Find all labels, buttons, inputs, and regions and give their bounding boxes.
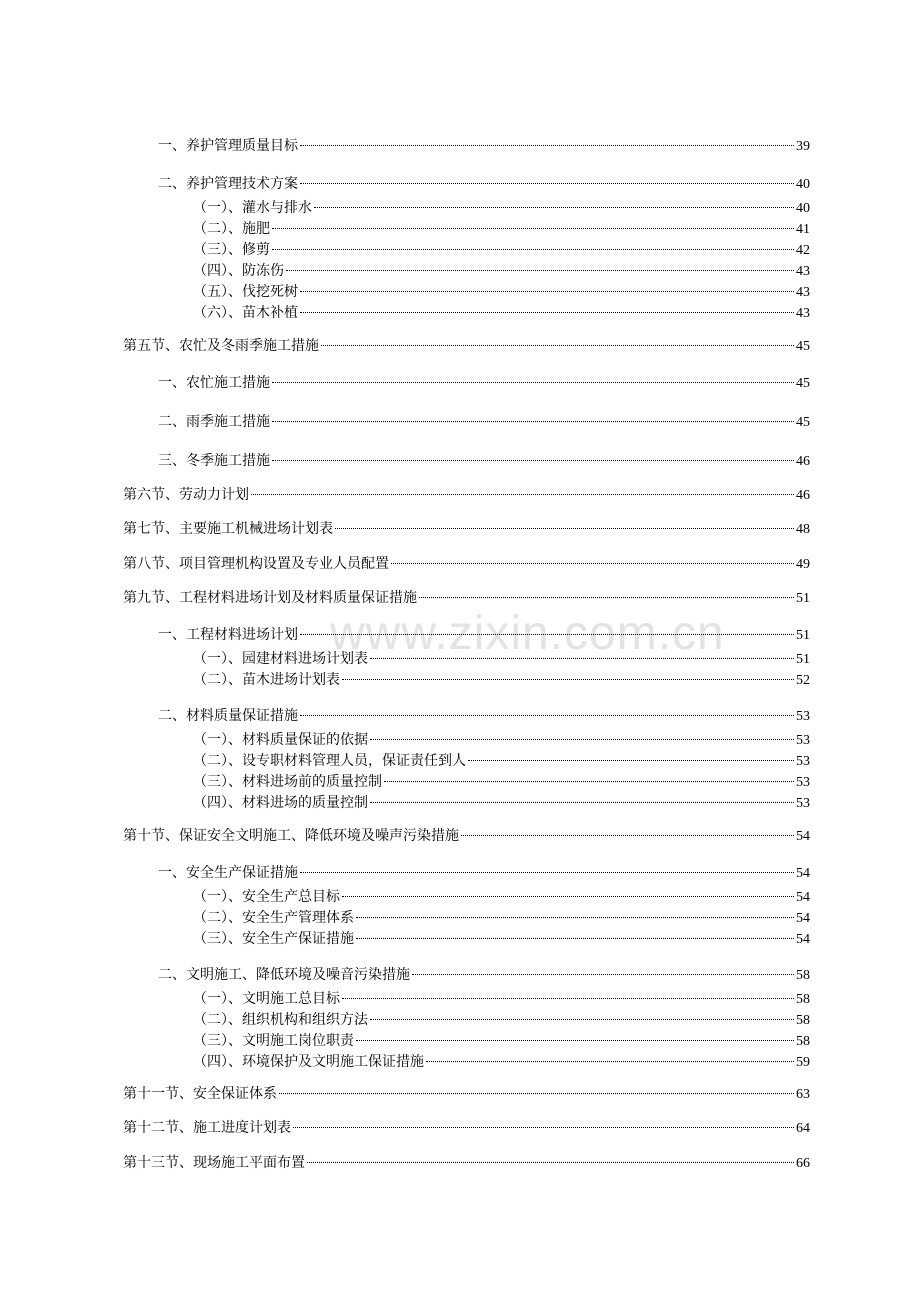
dot-leader (272, 248, 794, 250)
toc-entry-page: 40 (796, 177, 810, 192)
toc-entry-page: 54 (796, 890, 810, 905)
toc-entry[interactable] (158, 136, 810, 156)
dot-leader (412, 973, 794, 975)
toc-entry[interactable] (193, 219, 810, 239)
toc-entry[interactable] (193, 649, 810, 669)
toc-entry-title: （二）、施肥 (193, 221, 270, 237)
dot-leader (300, 311, 794, 313)
dot-leader (314, 206, 794, 208)
dot-leader (384, 780, 794, 782)
toc-entry-page: 58 (796, 968, 810, 983)
toc-entry-page: 54 (796, 911, 810, 926)
toc-entry-page: 53 (796, 733, 810, 748)
dot-leader (370, 657, 794, 659)
toc-entry[interactable] (158, 863, 810, 883)
toc-entry-title: （一）、灌水与排水 (193, 200, 312, 216)
toc-entry-title: 第六节、劳动力计划 (123, 487, 249, 503)
toc-entry-title: （五）、伐挖死树 (193, 284, 298, 300)
toc-entry-page: 52 (796, 673, 810, 688)
dot-leader (356, 937, 794, 939)
toc-entry-page: 51 (796, 591, 810, 606)
toc-entry-title: （四）、防冻伤 (193, 263, 284, 279)
toc-entry[interactable] (193, 793, 810, 813)
dot-leader (300, 290, 794, 292)
toc-entry-title: 二、雨季施工措施 (158, 414, 270, 430)
toc-entry-title: （一）、文明施工总目标 (193, 991, 340, 1007)
toc-entry[interactable] (193, 670, 810, 690)
toc-entry[interactable] (123, 554, 810, 574)
toc-entry-title: 第九节、工程材料进场计划及材料质量保证措施 (123, 590, 417, 606)
toc-entry[interactable] (123, 519, 810, 539)
toc-entry[interactable] (158, 625, 810, 645)
dot-leader (391, 562, 794, 564)
toc-entry-title: 二、文明施工、降低环境及噪音污染措施 (158, 967, 410, 983)
toc-entry[interactable] (193, 887, 810, 907)
toc-entry-page: 58 (796, 1013, 810, 1028)
dot-leader (300, 182, 794, 184)
dot-leader (370, 738, 794, 740)
toc-entry-title: 第十二节、施工进度计划表 (123, 1120, 291, 1136)
dot-leader (461, 834, 794, 836)
toc-entry-page: 58 (796, 1034, 810, 1049)
toc-entry-title: 一、养护管理质量目标 (158, 138, 298, 154)
dot-leader (419, 596, 794, 598)
toc-entry-title: 第十一节、安全保证体系 (123, 1086, 277, 1102)
toc-entry-page: 54 (796, 829, 810, 844)
toc-entry[interactable] (123, 1084, 810, 1104)
toc-entry[interactable] (193, 730, 810, 750)
toc-entry-title: 第十三节、现场施工平面布置 (123, 1155, 305, 1171)
toc-entry-page: 46 (796, 454, 810, 469)
toc-entry-page: 43 (796, 264, 810, 279)
toc-entry-page: 54 (796, 866, 810, 881)
toc-entry[interactable] (193, 1010, 810, 1030)
dot-leader (279, 1092, 794, 1094)
toc-entry-page: 63 (796, 1087, 810, 1102)
toc-entry-title: 二、养护管理技术方案 (158, 176, 298, 192)
toc-entry-title: 一、安全生产保证措施 (158, 865, 298, 881)
toc-entry[interactable] (193, 240, 810, 260)
toc-entry-title: 一、农忙施工措施 (158, 375, 270, 391)
toc-entry-page: 59 (796, 1055, 810, 1070)
toc-entry-page: 45 (796, 376, 810, 391)
toc-entry[interactable] (158, 174, 810, 194)
toc-entry[interactable] (193, 908, 810, 928)
toc-entry[interactable] (158, 706, 810, 726)
toc-entry-page: 64 (796, 1121, 810, 1136)
toc-entry[interactable] (193, 1031, 810, 1051)
toc-entry-page: 66 (796, 1156, 810, 1171)
dot-leader (272, 459, 794, 461)
toc-entry-page: 53 (796, 709, 810, 724)
toc-entry[interactable] (158, 451, 810, 471)
toc-entry-title: （四）、环境保护及文明施工保证措施 (193, 1054, 424, 1070)
toc-entry-title: （一）、园建材料进场计划表 (193, 651, 368, 667)
dot-leader (426, 1060, 794, 1062)
toc-entry-page: 53 (796, 754, 810, 769)
toc-entry-page: 48 (796, 522, 810, 537)
dot-leader (356, 916, 794, 918)
toc-entry-title: 第八节、项目管理机构设置及专业人员配置 (123, 556, 389, 572)
toc-entry[interactable] (158, 373, 810, 393)
toc-entry[interactable] (158, 965, 810, 985)
toc-entry-page: 42 (796, 243, 810, 258)
dot-leader (356, 1039, 794, 1041)
toc-entry-page: 43 (796, 285, 810, 300)
toc-entry-title: 二、材料质量保证措施 (158, 708, 298, 724)
dot-leader (251, 493, 794, 495)
toc-entry-title: （二）、设专职材料管理人员，保证责任到人 (193, 753, 466, 769)
toc-entry[interactable] (193, 772, 810, 792)
toc-entry[interactable] (193, 198, 810, 218)
dot-leader (300, 871, 794, 873)
toc-entry-title: （一）、安全生产总目标 (193, 889, 340, 905)
toc-entry-title: 第五节、农忙及冬雨季施工措施 (123, 338, 319, 354)
toc-entry[interactable] (193, 929, 810, 949)
toc-entry-page: 58 (796, 992, 810, 1007)
dot-leader (342, 895, 794, 897)
toc-entry[interactable] (123, 485, 810, 505)
dot-leader (335, 527, 794, 529)
toc-entry[interactable] (158, 412, 810, 432)
toc-entry[interactable] (193, 303, 810, 323)
toc-entry[interactable] (123, 1118, 810, 1138)
toc-entry-title: 一、工程材料进场计划 (158, 627, 298, 643)
dot-leader (342, 997, 794, 999)
toc-entry[interactable] (123, 588, 810, 608)
dot-leader (286, 269, 794, 271)
toc-entry[interactable] (193, 989, 810, 1009)
toc-entry-title: 第七节、主要施工机械进场计划表 (123, 521, 333, 537)
toc-entry-page: 40 (796, 201, 810, 216)
toc-entry-page: 53 (796, 775, 810, 790)
toc-entry-title: （三）、材料进场前的质量控制 (193, 774, 382, 790)
dot-leader (370, 1018, 794, 1020)
dot-leader (300, 144, 794, 146)
toc-entry-title: （二）、苗木进场计划表 (193, 672, 340, 688)
toc-entry-page: 53 (796, 796, 810, 811)
toc-entry-page: 39 (796, 139, 810, 154)
toc-entry[interactable] (193, 1052, 810, 1072)
toc-entry-page: 46 (796, 488, 810, 503)
toc-entry-title: （二）、安全生产管理体系 (193, 910, 354, 926)
toc-entry[interactable] (193, 282, 810, 302)
dot-leader (321, 344, 794, 346)
dot-leader (342, 678, 794, 680)
toc-entry-title: 三、冬季施工措施 (158, 453, 270, 469)
dot-leader (300, 714, 794, 716)
toc-entry-page: 51 (796, 652, 810, 667)
dot-leader (300, 633, 794, 635)
watermark: www.zixin.com.cn (330, 607, 725, 660)
toc-entry-page: 41 (796, 222, 810, 237)
toc-entry-title: （三）、修剪 (193, 242, 270, 258)
dot-leader (272, 420, 794, 422)
dot-leader (307, 1161, 794, 1163)
toc-entry-title: （四）、材料进场的质量控制 (193, 795, 368, 811)
toc-entry-title: （六）、苗木补植 (193, 305, 298, 321)
dot-leader (370, 801, 794, 803)
toc-entry-page: 45 (796, 415, 810, 430)
toc-entry-title: 第十节、保证安全文明施工、降低环境及噪声污染措施 (123, 828, 459, 844)
toc-entry[interactable] (123, 336, 810, 356)
dot-leader (293, 1126, 794, 1128)
toc-entry-title: （三）、安全生产保证措施 (193, 931, 354, 947)
dot-leader (272, 381, 794, 383)
toc-entry-page: 43 (796, 306, 810, 321)
toc-entry-title: （一）、材料质量保证的依据 (193, 732, 368, 748)
toc-entry-page: 54 (796, 932, 810, 947)
toc-entry-page: 49 (796, 557, 810, 572)
toc-entry-title: （二）、组织机构和组织方法 (193, 1012, 368, 1028)
toc-entry[interactable] (123, 826, 810, 846)
dot-leader (468, 759, 794, 761)
dot-leader (272, 227, 794, 229)
toc-entry-title: （三）、文明施工岗位职责 (193, 1033, 354, 1049)
toc-entry-page: 45 (796, 339, 810, 354)
toc-entry-page: 51 (796, 628, 810, 643)
toc-entry[interactable] (193, 261, 810, 281)
toc-entry[interactable] (193, 751, 810, 771)
toc-entry[interactable] (123, 1153, 810, 1173)
